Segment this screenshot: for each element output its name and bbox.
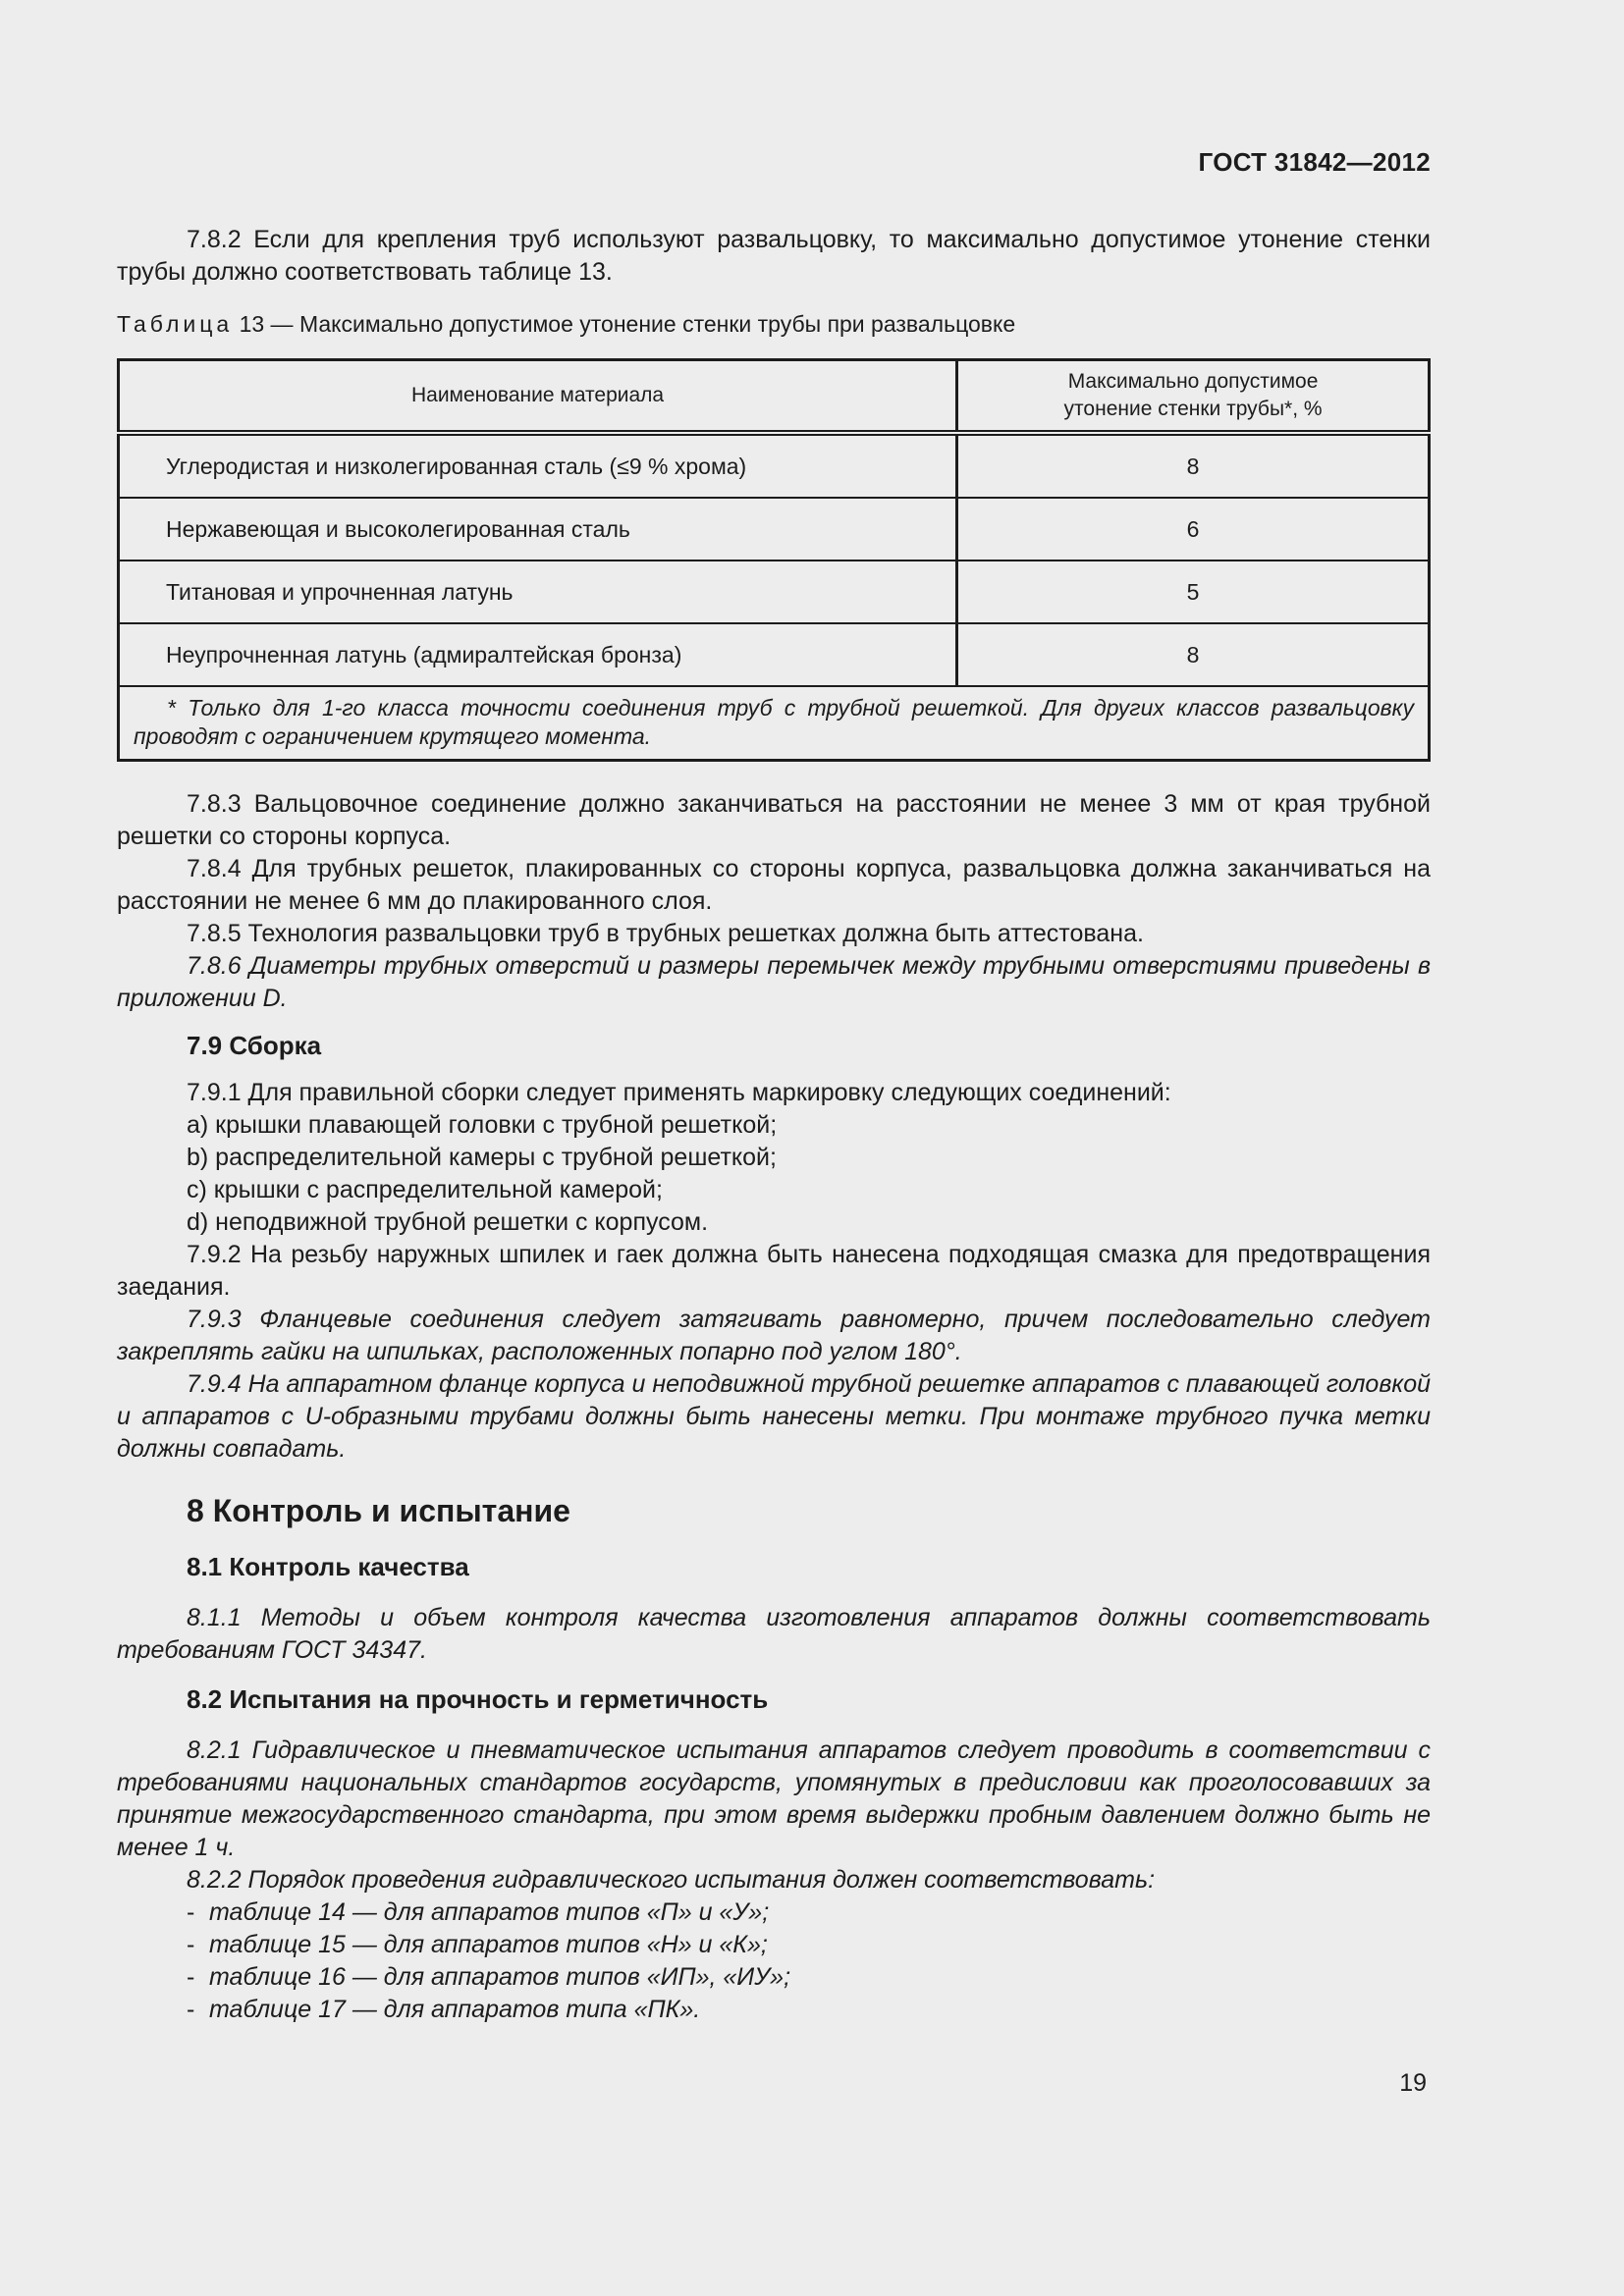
list-item xyxy=(117,1961,1431,1994)
section-heading-8-2: 8.2 Испытания на прочность и герметичность xyxy=(187,1684,769,1714)
list-item: a) крышки плавающей головки с трубной решеткой; xyxy=(187,1111,778,1139)
paragraph-7-8-5: 7.8.5 Технология развальцовки труб в трубных решетках должна быть аттестована. xyxy=(187,920,1144,947)
list-item: d) неподвижной трубной решетки с корпусом. xyxy=(187,1208,709,1236)
paragraph-8-2-2: 8.2.2 Порядок проведения гидравлического испытания должен соответствовать: xyxy=(187,1866,1156,1894)
list-item: b) распределительной камеры с трубной решеткой; xyxy=(187,1144,777,1171)
thinning-value-cell: 8 xyxy=(957,623,1430,686)
table-row xyxy=(119,433,1430,498)
document-id-header: ГОСТ 31842—2012 xyxy=(1198,147,1431,177)
list-dash: - xyxy=(187,1996,195,2023)
thinning-value-cell: 8 xyxy=(957,433,1430,498)
column-header-thinning-line2: утонение стенки трубы*, % xyxy=(1063,398,1323,420)
section-heading-8-1: 8.1 Контроль качества xyxy=(187,1552,469,1581)
table-13-caption xyxy=(117,308,1431,341)
material-cell: Нержавеющая и высоколегированная сталь xyxy=(119,498,957,561)
section-heading-7-9: 7.9 Сборка xyxy=(187,1031,322,1060)
paragraph-7-9-4: 7.9.4 На аппаратном фланце корпуса и неподвижной трубной решетке аппаратов с плавающей головкой и аппаратов с U-образными трубами должны быть нанесены метки. При монтаже трубного пучка метки должны совпадать. xyxy=(117,1370,1431,1463)
table-row xyxy=(119,498,1430,561)
list-item-text: таблице 15 — для аппаратов типов «Н» и «К»; xyxy=(209,1931,768,1958)
paragraph-7-8-2: 7.8.2 Если для крепления труб используют развальцовку, то максимально допустимое утонение стенки трубы должно соответствовать таблице 13. xyxy=(117,226,1431,286)
list-item-text: таблице 14 — для аппаратов типов «П» и «У»; xyxy=(209,1898,770,1926)
list-item: c) крышки с распределительной камерой; xyxy=(187,1176,663,1203)
table-caption-text: 13 — Максимально допустимое утонение стенки трубы при развальцовке xyxy=(233,311,1016,337)
paragraph-7-9-2: 7.9.2 На резьбу наружных шпилек и гаек должна быть нанесена подходящая смазка для предотвращения заедания. xyxy=(117,1241,1431,1301)
table-row xyxy=(119,623,1430,686)
table-13 xyxy=(117,358,1431,762)
material-cell: Неупрочненная латунь (адмиралтейская бронза) xyxy=(119,623,957,686)
material-cell: Углеродистая и низколегированная сталь (≤9 % хрома) xyxy=(119,433,957,498)
table-caption-label: Таблица xyxy=(117,311,234,337)
table-header-row xyxy=(119,360,1430,434)
thinning-value-cell: 6 xyxy=(957,498,1430,561)
column-header-thinning-line1: Максимально допустимое xyxy=(1067,370,1319,393)
page-number: 19 xyxy=(1399,2069,1427,2097)
list-item xyxy=(117,1994,1431,2026)
table-row xyxy=(119,561,1430,623)
list-item-text: таблице 16 — для аппаратов типов «ИП», «ИУ»; xyxy=(209,1963,791,1991)
paragraph-7-8-3: 7.8.3 Вальцовочное соединение должно заканчиваться на расстоянии не менее 3 мм от края трубной решетки со стороны корпуса. xyxy=(117,790,1431,850)
list-item xyxy=(117,1896,1431,1929)
paragraph-7-9-3: 7.9.3 Фланцевые соединения следует затягивать равномерно, причем последовательно следует закреплять гайки на шпильках, расположенных попарно под углом 180°. xyxy=(117,1306,1431,1365)
paragraph-8-2-1: 8.2.1 Гидравлическое и пневматическое испытания аппаратов следует проводить в соответствии с требованиями национальных стандартов государств, упомянутых в предисловии как проголосовавших за принятие межгосударственного стандарта, при этом время выдержки пробным давлением должно быть не менее 1 ч. xyxy=(117,1736,1431,1861)
list-item xyxy=(117,1929,1431,1961)
page-content xyxy=(117,224,1431,2026)
paragraph-7-8-6: 7.8.6 Диаметры трубных отверстий и размеры перемычек между трубными отверстиями приведены в приложении D. xyxy=(117,952,1431,1012)
list-dash: - xyxy=(187,1963,195,1991)
paragraph-7-8-4: 7.8.4 Для трубных решеток, плакированных со стороны корпуса, развальцовка должна заканчиваться на расстоянии не менее 6 мм до плакированного слоя. xyxy=(117,855,1431,915)
list-dash: - xyxy=(187,1898,195,1926)
table-footnote: * Только для 1-го класса точности соединения труб с трубной решеткой. Для других классов развальцовку проводят с ограничением крутящего момента. xyxy=(119,686,1430,761)
column-header-thinning xyxy=(957,360,1430,434)
material-cell: Титановая и упрочненная латунь xyxy=(119,561,957,623)
list-dash: - xyxy=(187,1931,195,1958)
section-heading-8: 8 Контроль и испытание xyxy=(187,1493,570,1528)
paragraph-7-9-1: 7.9.1 Для правильной сборки следует применять маркировку следующих соединений: xyxy=(187,1079,1171,1106)
paragraph-8-1-1: 8.1.1 Методы и объем контроля качества изготовления аппаратов должны соответствовать требованиям ГОСТ 34347. xyxy=(117,1604,1431,1664)
thinning-value-cell: 5 xyxy=(957,561,1430,623)
list-item-text: таблице 17 — для аппаратов типа «ПК». xyxy=(209,1996,701,2023)
column-header-material: Наименование материала xyxy=(119,360,957,434)
table-footnote-row xyxy=(119,686,1430,761)
